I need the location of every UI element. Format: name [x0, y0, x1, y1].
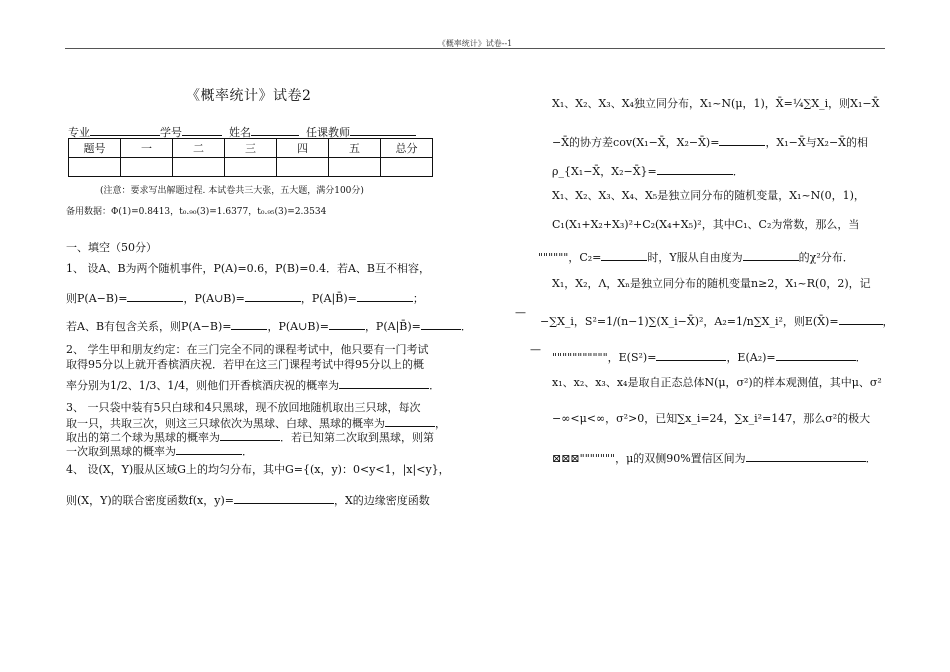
- answer-blank[interactable]: [601, 249, 647, 261]
- answer-blank[interactable]: [357, 290, 413, 302]
- exam-title: 《概率统计》试卷2: [186, 88, 312, 104]
- answer-blank[interactable]: [245, 290, 301, 302]
- score-header-cell: 三: [225, 139, 277, 158]
- r1-text: ，X₁−X̄与X₂−X̄的相: [765, 136, 869, 149]
- r4-text: ．: [865, 452, 877, 465]
- q1-line1: 1、 设A、B为两个随机事件，P(A)=0.6，P(B)=0.4．若A、B互不相容，: [66, 262, 430, 275]
- r1-text: −X̄的协方差cov(X₁−X̄，X₂−X̄)=: [552, 136, 720, 149]
- info-teacher: 任课教师: [306, 126, 350, 139]
- answer-blank[interactable]: [776, 349, 856, 361]
- r4-line2: −∞<μ<∞，σ²>0，已知∑x_i=24，∑x_i²=147，那么σ²的极大: [552, 412, 871, 425]
- answer-blank[interactable]: [746, 450, 866, 462]
- q1-text: ，P(A∪B)=: [183, 292, 245, 305]
- score-cell[interactable]: [121, 158, 173, 177]
- score-cell[interactable]: [225, 158, 277, 177]
- answer-blank[interactable]: [329, 318, 365, 330]
- answer-blank[interactable]: [421, 318, 461, 330]
- answer-blank[interactable]: [385, 415, 435, 427]
- q3-text: 一次取到黑球的概率为: [66, 445, 176, 458]
- answer-blank[interactable]: [176, 443, 242, 455]
- r1-line1: X₁、X₂、X₃、X₄独立同分布，X₁~N(μ，1)，X̄=¼∑X_i，则X₁−X̄: [552, 97, 880, 110]
- q1-text: ，P(A|B̄)=: [364, 320, 421, 333]
- exam-note: (注意：要求写出解题过程. 本试卷共三大张，五大题，满分100分): [100, 186, 364, 196]
- r2-text: 时，Y服从自由度为: [647, 251, 743, 264]
- answer-blank[interactable]: [657, 163, 733, 175]
- answer-blank[interactable]: [656, 349, 726, 361]
- score-header-cell: 总分: [381, 139, 433, 158]
- score-table: [68, 138, 433, 177]
- score-cell[interactable]: [381, 158, 433, 177]
- q1-text: ；: [412, 292, 424, 305]
- r1-line2: [552, 134, 868, 150]
- score-cell[interactable]: [277, 158, 329, 177]
- student-id-field[interactable]: [182, 124, 222, 136]
- score-header-cell: 五: [329, 139, 381, 158]
- r2-line1: X₁、X₂、X₃、X₄、X₅是独立同分布的随机变量，X₁~N(0，1)，: [552, 189, 865, 202]
- score-cell[interactable]: [329, 158, 381, 177]
- q4-text: 则(X，Y)的联合密度函数f(x，y)=: [66, 494, 234, 507]
- q1-line2: [66, 290, 424, 306]
- r1-text: ρ_{X₁−X̄，X₂−X̄}=: [552, 165, 657, 178]
- q4-text: ，X的边缘密度函数: [333, 494, 430, 507]
- info-name: 姓名: [229, 126, 251, 139]
- q3-text: 取一只，共取三次，则这三只球依次为黑球、白球、黑球的概率为: [66, 417, 385, 430]
- answer-blank[interactable]: [231, 318, 267, 330]
- score-header-cell: 一: [121, 139, 173, 158]
- reference-data: 备用数据：Φ(1)=0.8413，t₀.₉₀(3)=1.6377，t₀.₉₅(3)=2.3534: [66, 207, 327, 217]
- q2-line1: 2、 学生甲和朋友约定：在三门完全不同的课程考试中，他只要有一门考试: [66, 343, 429, 356]
- r3-text: −∑X_i，S²=1/(n−1)∑(X_i−X̄)²，A₂=1/n∑X_i²，则E(X̄)=: [540, 315, 839, 328]
- q1-text: 则P(A−B)=: [66, 292, 128, 305]
- q2-line3: [66, 377, 440, 393]
- section-title: 一、填空（50分）: [66, 241, 157, 254]
- q4-line1: 4、 设(X，Y)服从区域G上的均匀分布，其中G={(x，y)：0<y<1，|x|<y}，: [66, 463, 450, 476]
- score-value-row: [69, 158, 433, 177]
- answer-blank[interactable]: [719, 134, 765, 146]
- q2-text: 率分别为1/2、1/3、1/4，则他们开香槟酒庆祝的概率为: [66, 379, 340, 392]
- r3-text: ，E(A₂)=: [726, 351, 776, 364]
- score-cell[interactable]: [69, 158, 121, 177]
- score-header-cell: 题号: [69, 139, 121, 158]
- dash-left-2: —: [530, 343, 541, 356]
- dash-left-1: —: [515, 306, 526, 319]
- q1-line3: [66, 318, 472, 334]
- r4-text: ⊠⊠⊠"""""""，μ的双侧90%置信区间为: [552, 452, 746, 465]
- q3-line4: [66, 443, 253, 459]
- score-header-row: [69, 139, 433, 158]
- q3-text: ，: [435, 417, 446, 430]
- r2-text: 的χ²分布．: [798, 251, 854, 264]
- r3-text: ，: [882, 315, 894, 328]
- info-student-id: 学号: [160, 126, 182, 139]
- answer-blank[interactable]: [234, 492, 334, 504]
- r3-line2: [540, 313, 894, 329]
- r1-text: ．: [732, 165, 744, 178]
- r3-line1: X₁，X₂，Λ，Xₙ是独立同分布的随机变量n≥2，X₁~R(0，2)，记: [552, 277, 871, 290]
- q4-line2: [66, 492, 430, 508]
- r3-text: ．: [855, 351, 867, 364]
- r2-line3: [538, 249, 854, 265]
- score-header-cell: 四: [277, 139, 329, 158]
- r3-line3: [552, 349, 867, 365]
- q3-text: ．若已知第二次取到黑球，则第: [280, 431, 434, 444]
- answer-blank[interactable]: [743, 249, 799, 261]
- r4-line3: [552, 450, 877, 466]
- q1-text: 若A、B有包含关系，则P(A−B)=: [66, 320, 232, 333]
- r2-line2: C₁(X₁+X₂+X₃)²+C₂(X₄+X₅)²，其中C₁、C₂为常数，那么，当: [552, 218, 860, 231]
- q3-line1: 3、 一只袋中装有5只白球和4只黑球，现不放回地随机取出三只球，每次: [66, 401, 421, 414]
- q2-line2: 取得95分以上就开香槟酒庆祝．若甲在这三门课程考试中得95分以上的概: [66, 358, 424, 371]
- r3-text: """""""""""，E(S²)=: [552, 351, 657, 364]
- info-major: 专业: [68, 126, 90, 139]
- teacher-field[interactable]: [350, 124, 416, 136]
- r2-text: """"""，C₂=: [538, 251, 602, 264]
- score-header-cell: 二: [173, 139, 225, 158]
- q1-text: ，P(A|B̄)=: [300, 292, 357, 305]
- score-cell[interactable]: [173, 158, 225, 177]
- q1-text: ，P(A∪B)=: [267, 320, 329, 333]
- q3-text: 取出的第二个球为黑球的概率为: [66, 431, 220, 444]
- header-rule: [65, 48, 885, 49]
- answer-blank[interactable]: [220, 429, 280, 441]
- q3-text: ．: [242, 445, 253, 458]
- major-field[interactable]: [90, 124, 160, 136]
- answer-blank[interactable]: [127, 290, 183, 302]
- r1-line3: [552, 163, 744, 179]
- page-header: 《概率统计》试卷--1: [437, 39, 513, 48]
- answer-blank[interactable]: [839, 313, 883, 325]
- r4-line1: x₁、x₂、x₃、x₄是取自正态总体N(μ，σ²)的样本观测值，其中μ、σ²: [552, 376, 882, 389]
- q2-text: ．: [429, 379, 441, 392]
- q1-text: ．: [460, 320, 472, 333]
- answer-blank[interactable]: [339, 377, 429, 389]
- name-field[interactable]: [251, 124, 299, 136]
